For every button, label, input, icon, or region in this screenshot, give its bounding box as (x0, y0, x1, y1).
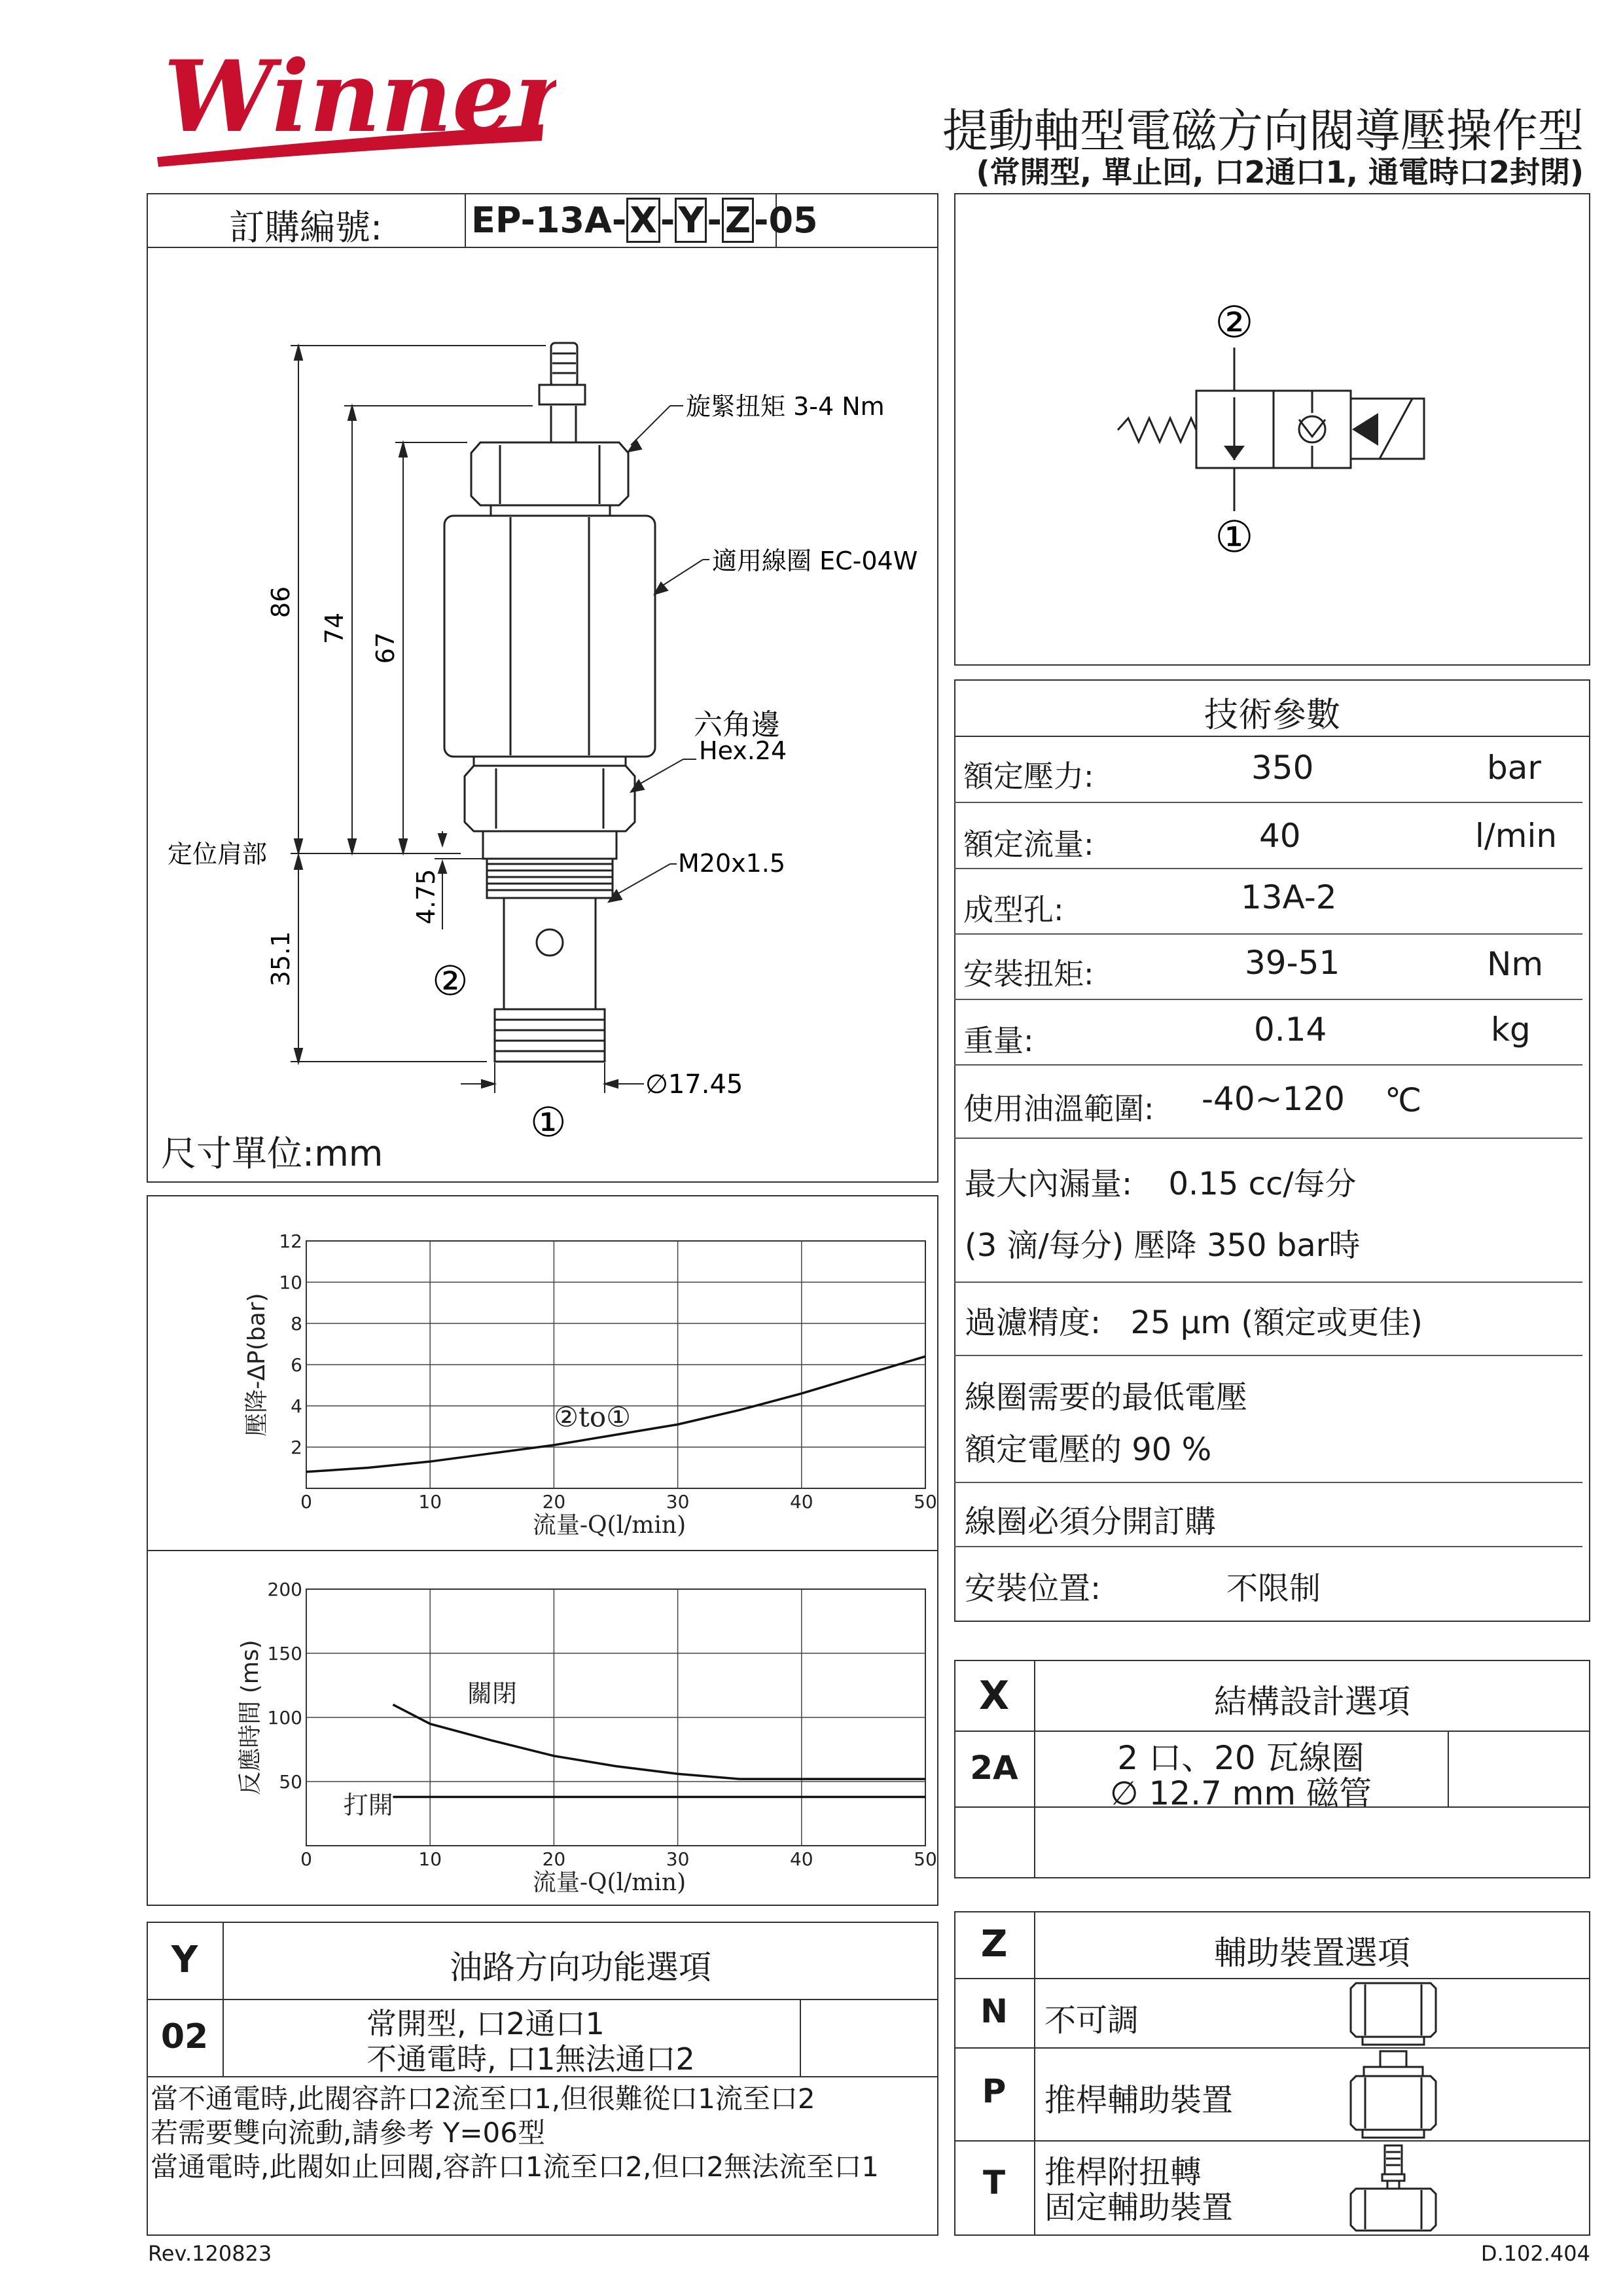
x-option-line-1: 2 口、20 瓦線圈 (1117, 1739, 1364, 1777)
torque-callout: 旋緊扭矩 3-4 Nm (686, 392, 885, 421)
coil-order-note: 線圈必須分開訂購 (965, 1503, 1217, 1540)
shoulder-label: 定位肩部 (168, 840, 268, 869)
x-axis-label: 流量-Q(l/min) (532, 1512, 687, 1539)
x-tick-label: 10 (418, 1848, 442, 1870)
tech-label: 額定壓力: (963, 759, 1094, 794)
tech-row (963, 878, 1585, 931)
dim-67: 67 (371, 632, 400, 664)
tech-row (963, 1073, 1585, 1132)
y-tick-label: 2 (291, 1437, 302, 1458)
tech-value: 40 (1259, 817, 1301, 855)
order-code-sep: - (707, 200, 722, 241)
tech-value: 350 (1251, 749, 1314, 787)
x-code-header: X (978, 1673, 1010, 1719)
y-tick-label: 200 (267, 1579, 302, 1600)
order-code-y: Y (675, 198, 707, 243)
hex-label: 六角邊 (694, 708, 780, 742)
thread-callout: M20x1.5 (678, 849, 786, 878)
z-option-code: P (982, 2072, 1007, 2110)
series-label: 關閉 (467, 1679, 517, 1708)
mount-line (965, 1563, 1554, 1608)
z-options-title: 輔助裝置選項 (1214, 1934, 1410, 1972)
coil-callout: 適用線圈 EC-04W (712, 547, 918, 575)
y-axis-label: 壓降-ΔP(bar) (243, 1293, 270, 1437)
filter-label: 過濾精度: (965, 1304, 1101, 1341)
response-time-chart (147, 1550, 938, 1906)
series-line (393, 1704, 925, 1779)
order-code-sep: - (660, 200, 675, 241)
x-option-line-2: ∅ 12.7 mm 磁管 (1110, 1774, 1372, 1812)
y-tick-label: 12 (279, 1230, 302, 1252)
leak-label: 最大內漏量: (965, 1166, 1133, 1202)
voltage-line-1: 線圈需要的最低電壓 (965, 1379, 1248, 1416)
z-code-header: Z (980, 1923, 1008, 1965)
dim-86: 86 (266, 586, 295, 619)
y-axis-label: 反應時間 (ms) (237, 1640, 264, 1795)
x-tick-label: 50 (914, 1491, 937, 1513)
x-tick-label: 50 (914, 1848, 937, 1870)
x-option-code: 2A (970, 1749, 1018, 1787)
y-tick-label: 10 (279, 1272, 302, 1293)
filter-value: 25 μm (額定或更佳) (1130, 1304, 1423, 1341)
z-option-code: N (980, 1992, 1008, 2030)
leak-line-1 (965, 1158, 1357, 1204)
tech-value: 0.14 (1254, 1011, 1327, 1049)
tech-params-title: 技術參數 (1204, 696, 1340, 735)
tech-label: 額定流量: (963, 827, 1094, 862)
tech-value: 13A-2 (1241, 878, 1337, 916)
x-tick-label: 0 (300, 1491, 312, 1513)
x-tick-label: 20 (542, 1848, 566, 1870)
z-option-label: 推桿輔助裝置 (1044, 2082, 1234, 2119)
diameter-symbol: ∅ (645, 1069, 668, 1100)
x-tick-label: 40 (789, 1491, 813, 1513)
y-note-2: 若需要雙向流動,請參考 Y=06型 (151, 2117, 545, 2149)
diameter-value: 17.45 (668, 1069, 743, 1100)
z-option-label-1: 推桿附扭轉 (1044, 2154, 1202, 2191)
leak-line-2: (3 滴/每分) 壓降 350 bar時 (965, 1227, 1361, 1264)
order-code-suffix: -05 (754, 200, 818, 241)
tech-value: -40~120 (1202, 1080, 1345, 1118)
order-code-x: X (626, 198, 660, 243)
tech-row (963, 942, 1585, 995)
port-2-label: ② (432, 957, 469, 1005)
pressure-drop-chart (147, 1195, 938, 1551)
plain-nut-icon (1344, 1981, 1442, 2046)
tech-unit: Nm (1487, 945, 1544, 983)
push-pin-icon (1344, 2049, 1442, 2139)
x-tick-label: 30 (666, 1848, 690, 1870)
x-axis-label: 流量-Q(l/min) (532, 1869, 687, 1896)
y-option-line-2: 不通電時, 口1無法通口2 (366, 2041, 695, 2077)
x-options-title: 結構設計選項 (1214, 1683, 1410, 1721)
tech-row (963, 746, 1585, 798)
tech-label: 重量: (963, 1023, 1034, 1058)
leak-value: 0.15 cc/每分 (1168, 1166, 1357, 1202)
symbol-port-1: ① (1215, 512, 1254, 562)
y-option-line-1: 常開型, 口2通口1 (366, 2006, 605, 2041)
order-code-label: 訂購編號: (229, 207, 383, 248)
valve-dimension-drawing (147, 249, 938, 1178)
dim-35-1: 35.1 (266, 931, 295, 987)
y-tick-label: 8 (291, 1313, 302, 1335)
y-option-code: 02 (160, 2017, 209, 2056)
x-tick-label: 40 (789, 1848, 813, 1870)
filter-line (965, 1297, 1423, 1342)
tech-value: 39-51 (1245, 944, 1340, 982)
z-option-code: T (982, 2164, 1006, 2202)
twist-lock-icon (1344, 2143, 1442, 2234)
y-code-header: Y (171, 1939, 198, 1981)
tech-label: 安裝扭矩: (963, 956, 1094, 992)
chart-annotation: ②to① (554, 1401, 631, 1433)
logo-text: Winner (164, 39, 556, 154)
x-tick-label: 0 (300, 1848, 312, 1870)
tech-row (963, 1008, 1585, 1060)
mount-value: 不限制 (1226, 1570, 1321, 1607)
z-option-label: 不可調 (1044, 2002, 1139, 2039)
hydraulic-symbol (954, 193, 1590, 666)
tech-unit: l/min (1475, 817, 1558, 855)
series-label: 打開 (343, 1791, 393, 1820)
y-note-1: 當不通電時,此閥容許口2流至口1,但很難從口1流至口2 (151, 2083, 815, 2115)
y-tick-label: 6 (291, 1354, 302, 1376)
port-1-label: ① (530, 1098, 567, 1146)
revision: Rev.120823 (148, 2241, 272, 2266)
brand-logo (151, 26, 556, 177)
order-code-prefix: EP-13A- (471, 200, 627, 241)
document-number: D.102.404 (1480, 2241, 1590, 2266)
tech-row (963, 814, 1585, 867)
hex-value: Hex.24 (699, 736, 787, 765)
y-tick-label: 150 (267, 1643, 302, 1664)
y-options-title: 油路方向功能選項 (450, 1948, 711, 1986)
unit-note: 尺寸單位:mm (161, 1133, 383, 1174)
order-code-z: Z (722, 198, 754, 243)
page-subtitle: (常開型, 單止回, 口2通口1, 通電時口2封閉) (976, 154, 1584, 190)
y-tick-label: 4 (291, 1395, 302, 1417)
tech-label: 成型孔: (963, 892, 1064, 927)
y-tick-label: 50 (279, 1771, 302, 1793)
order-code (471, 200, 818, 241)
page-title: 提動軸型電磁方向閥導壓操作型 (942, 104, 1584, 158)
z-option-label-2: 固定輔助裝置 (1044, 2189, 1234, 2226)
x-tick-label: 30 (666, 1491, 690, 1513)
tech-unit: ℃ (1385, 1081, 1422, 1119)
x-tick-label: 20 (542, 1491, 566, 1513)
dim-4-75: 4.75 (412, 869, 440, 925)
symbol-port-2: ② (1215, 297, 1254, 348)
tech-label: 使用油溫範圍: (963, 1091, 1154, 1126)
y-tick-label: 100 (267, 1707, 302, 1729)
y-note-3: 當通電時,此閥如止回閥,容許口1流至口2,但口2無法流至口1 (151, 2151, 879, 2183)
x-tick-label: 10 (418, 1491, 442, 1513)
voltage-line-2: 額定電壓的 90 % (965, 1431, 1212, 1468)
tech-unit: bar (1487, 749, 1541, 787)
dim-74: 74 (320, 612, 349, 645)
tech-unit: kg (1491, 1011, 1531, 1049)
dim-diameter (645, 1069, 743, 1100)
mount-label: 安裝位置: (965, 1570, 1101, 1607)
